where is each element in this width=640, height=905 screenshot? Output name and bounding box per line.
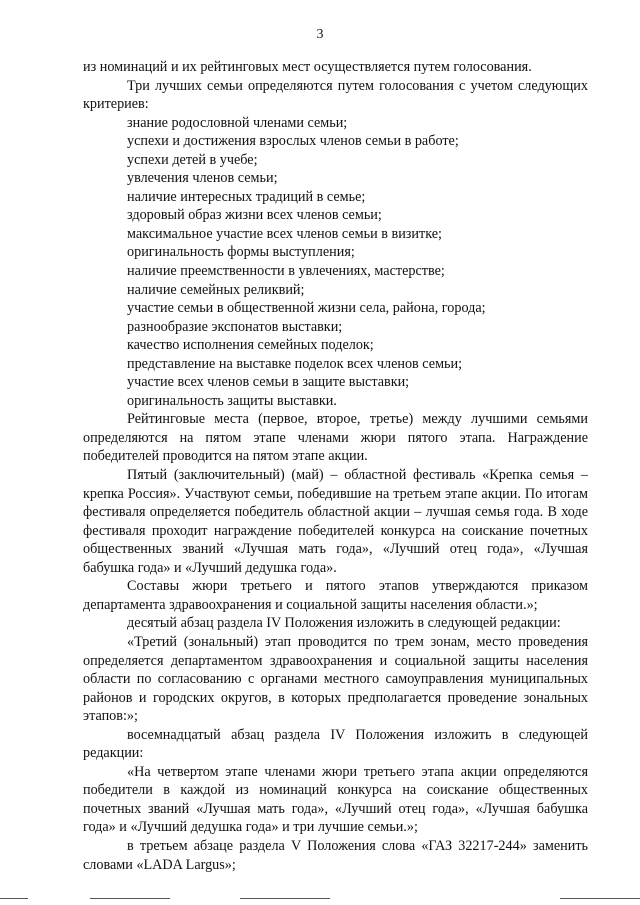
paragraph-continuation: из номинаций и их рейтинговых мест осуществляется путем голосования. [83,59,532,75]
criteria-item: оригинальность защиты выставки. [127,392,337,409]
criteria-item: участие всех членов семьи в защите выставки; [127,374,410,391]
paragraph-amendment-v: в третьем абзаце раздела V Положения слова «ГАЗ 32217-244» заменить словами «LADA Largus»; [83,837,588,873]
scan-edge-line [240,898,330,899]
scan-edge-line [90,898,170,899]
criteria-item: наличие интересных традиций в семье; [127,188,366,205]
criteria-item: разнообразие экспонатов выставки; [127,318,343,335]
document-body [83,58,588,874]
paragraph-criteria-intro: Три лучших семьи определяются путем голосования с учетом следующих критериев: [83,77,588,113]
paragraph-fifth-stage: Пятый (заключительный) (май) – областной фестиваль «Крепка семья – крепка Россия». Участвуют семьи, победившие на третьем этапе акции. По итогам фестиваля определяется победитель областной акции – лучшая семья года. В ходе фестиваля проходит награждение победителей конкурса на соискание почетных общественных званий «Лучшая мать года», «Лучший отец года», «Лучшая бабушка года» и «Лучший дедушка года». [83,467,588,576]
criteria-item: увлечения членов семьи; [127,170,278,187]
criteria-item: представление на выставке поделок всех членов семьи; [127,355,463,372]
paragraph-third-stage: «Третий (зональный) этап проводится по трем зонам, место проведения определяется департаментом здравоохранения и социальной защиты населения области по согласованию с органами местного самоуправления муниципальных районов и городских округов, в которых предполагается проведение зональных этапов:»; [83,633,588,725]
criteria-item: наличие преемственности в увлечениях, мастерстве; [127,263,445,280]
paragraph-jury-composition: Составы жюри третьего и пятого этапов утверждаются приказом департамента здравоохранения и социальной защиты населения области.»; [83,578,588,613]
page-number: 3 [316,27,324,42]
criteria-item: успехи и достижения взрослых членов семьи в работе; [127,133,459,150]
paragraph-amendment-18: восемнадцатый абзац раздела IV Положения изложить в следующей редакции: [83,726,588,762]
criteria-item: оригинальность формы выступления; [127,244,355,261]
criteria-item: знание родословной членами семьи; [127,114,348,131]
criteria-item: успехи детей в учебе; [127,151,258,168]
criteria-item: здоровый образ жизни всех членов семьи; [127,207,382,224]
paragraph-fourth-stage: «На четвертом этапе членами жюри третьего этапа акции определяются победители в каждой из номинаций конкурса на соискание общественных почетных званий «Лучшая мать года», «Лучший отец года», «Лучшая бабушка года» и «Лучший дедушка года» и три лучшие семьи.»; [83,763,588,836]
criteria-item: участие семьи в общественной жизни села, района, города; [127,300,486,317]
criteria-item: максимальное участие всех членов семьи в визитке; [127,225,442,242]
criteria-item: наличие семейных реликвий; [127,281,305,298]
scan-edge-line [560,898,640,899]
paragraph-rating-places: Рейтинговые места (первое, второе, третье) между лучшими семьями определяются на пятом этапе членами жюри пятого этапа. Награждение победителей проводится на пятом этапе акции. [83,411,588,465]
criteria-list [83,114,588,411]
scan-edge-line [0,898,28,899]
criteria-item: качество исполнения семейных поделок; [127,337,374,354]
paragraph-amendment-10: десятый абзац раздела IV Положения изложить в следующей редакции: [127,615,561,632]
